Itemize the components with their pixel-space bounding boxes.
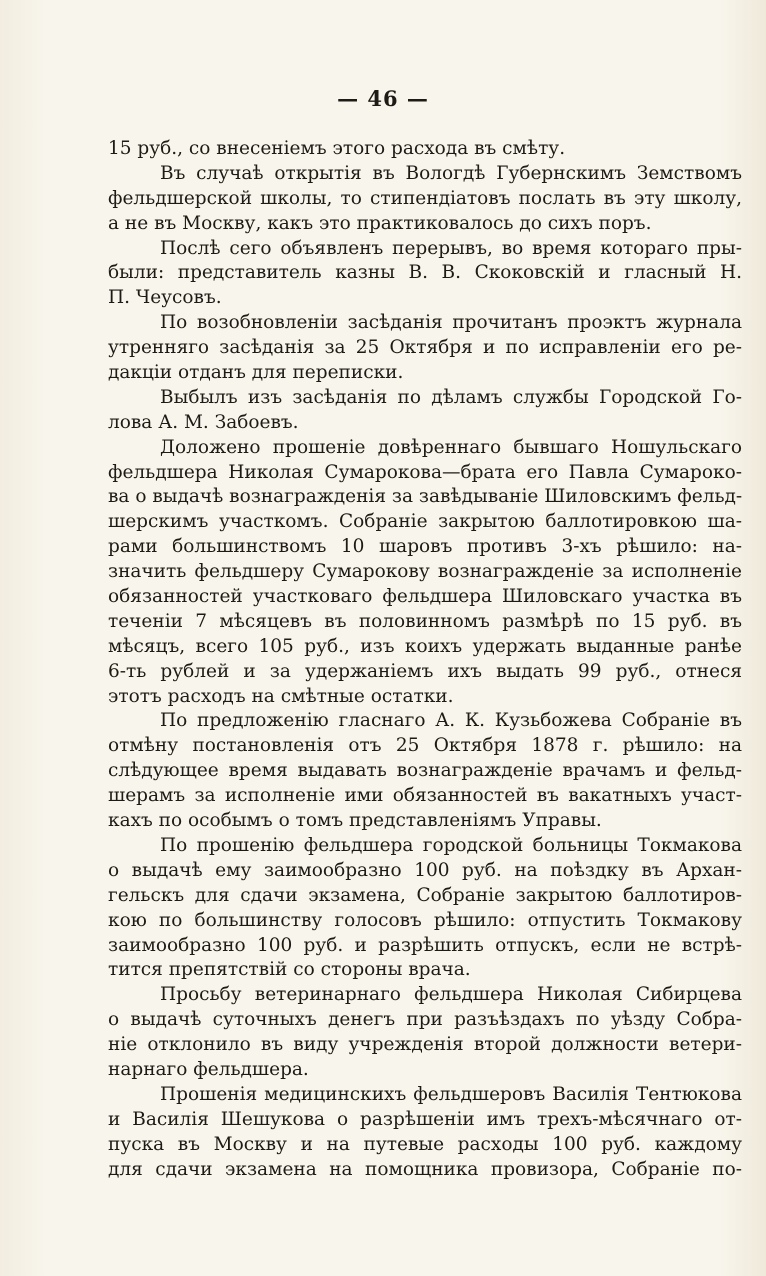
text-line: а не въ Москву, какъ это практиковалось до сихъ поръ. <box>108 212 652 234</box>
text-line: По возобновленiи засѣданiя прочитанъ проэктъ журнала <box>160 312 742 334</box>
text-line: Выбылъ изъ засѣданiя по дѣламъ службы Городской Го- <box>160 386 742 408</box>
text-line: мѣсяцъ, всего 105 руб., изъ коихъ удержать выданные ранѣе <box>108 635 742 657</box>
text-line: и Василiя Шешукова о разрѣшенiи имъ трехъ-мѣсячнаго от- <box>108 1108 742 1130</box>
text-line: заимообразно 100 руб. и разрѣшить отпускъ, если не встрѣ- <box>108 934 742 956</box>
text-line: шерамъ за исполненiе ими обязанностей въ вакатныхъ участ- <box>108 785 742 807</box>
text-line: слѣдующее время выдавать вознагражденiе врачамъ и фельд- <box>108 760 742 782</box>
text-line: утренняго засѣданiя за 25 Октября и по исправленiи его ре- <box>108 337 742 359</box>
text-line: 15 руб., со внесенiемъ этого расхода въ смѣту. <box>108 138 566 159</box>
text-line: тится препятствiй со стороны врача. <box>108 959 471 981</box>
text-line: лова А. М. Забоевъ. <box>108 411 299 433</box>
text-line: Просьбу ветеринарнаго фельдшера Николая Сибирцева <box>160 984 742 1006</box>
text-line: пуска въ Москву и на путевые расходы 100 руб. каждому <box>108 1133 742 1155</box>
text-line: ва о выдачѣ вознагражденiя за завѣдыванiе Шиловскимъ фельд- <box>108 486 742 508</box>
text-line: нарнаго фельдшера. <box>108 1058 309 1080</box>
text-line: 6-ть рублей и за удержанiемъ ихъ выдать 99 руб., отнеся <box>108 660 742 682</box>
text-line: Въ случаѣ открытiя въ Вологдѣ Губернскимъ Земствомъ <box>160 162 742 184</box>
text-line: фельдшера Николая Сумарокова—брата его Павла Сумароко- <box>108 461 742 483</box>
text-line: фельдшерской школы, то стипендiатовъ послать въ эту школу, <box>108 187 742 209</box>
text-line: отмѣну постановленiя отъ 25 Октября 1878 г. рѣшило: на <box>108 735 742 757</box>
text-line: нiе отклонило въ виду учрежденiя второй должности ветери- <box>108 1034 742 1056</box>
text-line: рами большинствомъ 10 шаровъ противъ 3-хъ рѣшило: на- <box>108 536 742 558</box>
text-line: По предложенiю гласнаго А. К. Кузьбожева Собранiе въ <box>160 710 742 732</box>
text-line: кою по большинству голосовъ рѣшило: отпустить Токмакову <box>108 909 742 931</box>
text-line: для сдачи экзамена на помощника провизора, Собранiе по- <box>108 1158 742 1180</box>
text-line: теченiи 7 мѣсяцевъ въ половинномъ размѣрѣ по 15 руб. въ <box>108 610 742 632</box>
text-line: По прошенiю фельдшера городской больницы Токмакова <box>160 834 742 856</box>
text-line: шерскимъ участкомъ. Собранiе закрытою баллотировкою ша- <box>108 511 742 533</box>
text-line: Доложено прошенiе довѣреннаго бывшаго Ношульскаго <box>160 436 742 458</box>
text-line: гельскъ для сдачи экзамена, Собранiе закрытою баллотиров- <box>108 884 742 906</box>
text-line: кахъ по особымъ о томъ представленiямъ Управы. <box>108 810 602 832</box>
text-line: обязанностей участковаго фельдшера Шиловскаго участка въ <box>108 586 742 608</box>
text-line: Прошенiя медицинскихъ фельдшеровъ Василiя Тентюкова <box>160 1083 742 1105</box>
text-line: о выдачѣ ему заимообразно 100 руб. на поѣздку въ Архан- <box>108 859 742 881</box>
text-line: значить фельдшеру Сумарокову вознагражденiе за исполненiе <box>108 561 742 583</box>
text-line: П. Чеусовъ. <box>108 287 222 309</box>
text-line: этотъ расходъ на смѣтные остатки. <box>108 685 454 707</box>
text-line: о выдачѣ суточныхъ денегъ при разъѣздахъ по уѣзду Собра- <box>108 1009 742 1031</box>
page-body-text <box>108 137 742 1182</box>
text-line: дакцiи отданъ для переписки. <box>108 362 404 384</box>
text-line: Послѣ сего объявленъ перерывъ, во время котораго пры- <box>160 237 742 259</box>
page-number: — 46 — <box>337 86 429 111</box>
text-line: были: представитель казны В. В. Скоковскiй и гласный Н. <box>108 262 742 284</box>
